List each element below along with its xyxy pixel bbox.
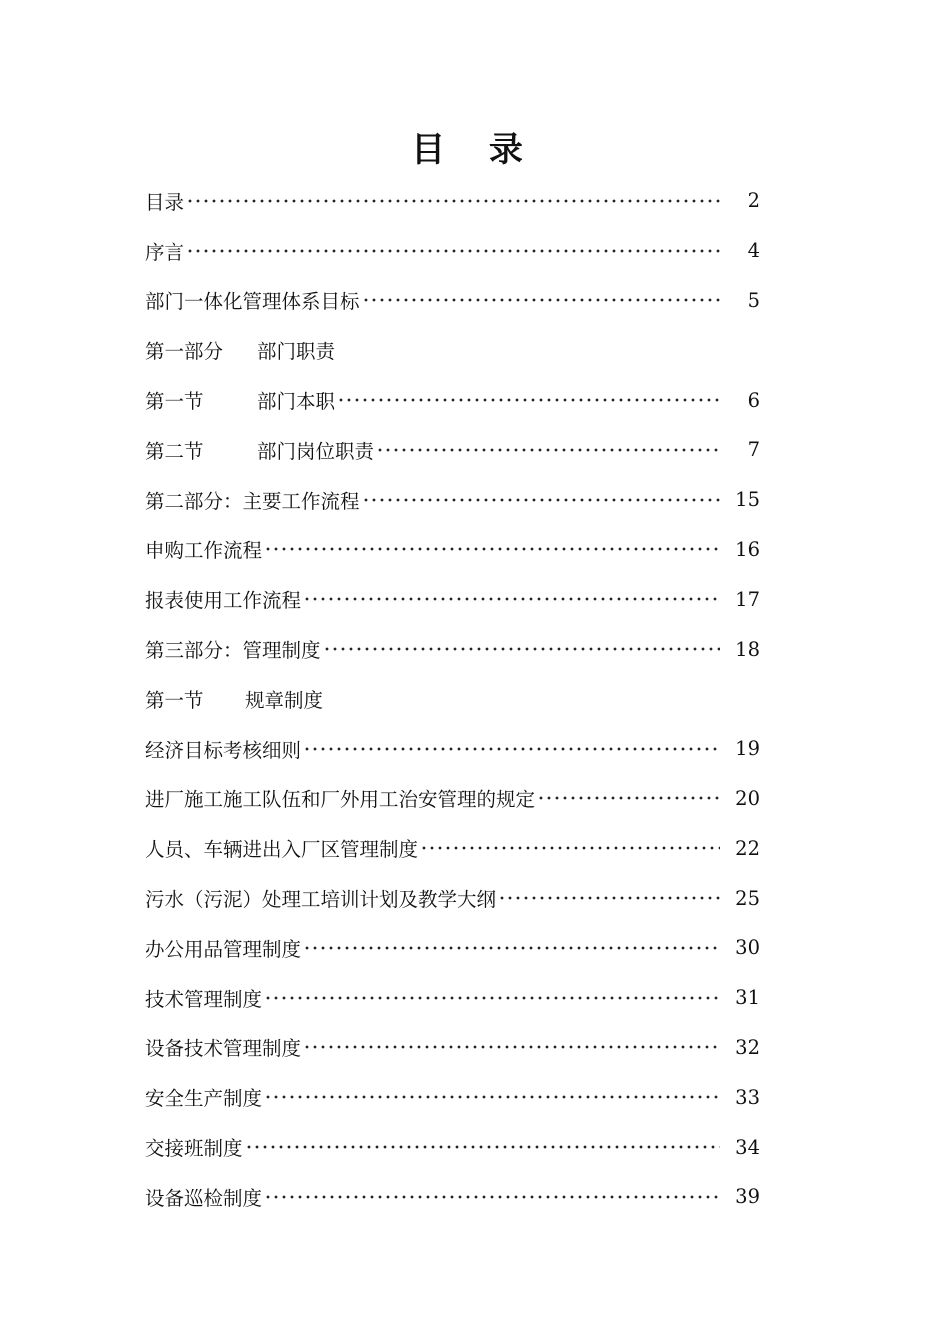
toc-page-number: 30: [735, 936, 760, 960]
toc-entry[interactable]: [145, 226, 760, 276]
toc-entry-label: 设备技术管理制度: [145, 1037, 302, 1061]
toc-leader-dots: [264, 1085, 720, 1109]
toc-entry[interactable]: [145, 475, 760, 525]
page-title: 目 录: [411, 130, 539, 170]
toc-entry-label: 交接班制度: [145, 1137, 243, 1161]
toc-entry[interactable]: [145, 724, 760, 774]
toc-entry[interactable]: [145, 774, 760, 824]
toc-leader-dots: [362, 488, 720, 512]
toc-page-number: 5: [747, 288, 760, 312]
toc-entry[interactable]: [145, 873, 760, 923]
toc-entry[interactable]: [145, 1072, 760, 1122]
toc-entry-label: 污水（污泥）处理工培训计划及教学大纲: [145, 888, 497, 912]
toc-entry-label: 报表使用工作流程: [145, 589, 302, 613]
toc-page-number: 17: [735, 587, 760, 611]
table-of-contents: [145, 176, 760, 1222]
toc-leader-dots: [303, 587, 720, 611]
toc-entry[interactable]: [145, 1023, 760, 1073]
toc-entry-prefix: 第一节: [145, 688, 204, 712]
toc-entry[interactable]: [145, 375, 760, 425]
toc-entry-label: 部门岗位职责: [257, 439, 375, 463]
toc-page-number: 19: [735, 737, 760, 761]
toc-page-number: 31: [735, 986, 760, 1010]
toc-page-number: 4: [747, 239, 760, 263]
toc-entry-label: 部门本职: [257, 390, 336, 414]
toc-leader-dots: [264, 1185, 720, 1209]
toc-page-number: 6: [747, 388, 760, 412]
toc-leader-dots: [303, 737, 720, 761]
toc-page-number: 2: [747, 189, 760, 213]
toc-entry[interactable]: [145, 1172, 760, 1222]
toc-leader-dots: [245, 1135, 720, 1159]
toc-leader-dots: [186, 189, 720, 213]
toc-page-number: 39: [735, 1185, 760, 1209]
toc-leader-dots: [420, 836, 720, 860]
toc-page-number: 20: [735, 786, 760, 810]
toc-entry-label: 序言: [145, 240, 185, 264]
toc-entry-prefix: 第一节: [145, 390, 204, 414]
toc-leader-dots: [376, 438, 720, 462]
toc-entry[interactable]: [145, 973, 760, 1023]
toc-entry-label: 人员、车辆进出入厂区管理制度: [145, 838, 419, 862]
toc-leader-dots: [264, 537, 720, 561]
toc-entry-label: 第二部分：主要工作流程: [145, 489, 360, 513]
toc-entry-label: 部门一体化管理体系目标: [145, 290, 360, 314]
toc-page-number: 16: [735, 537, 760, 561]
toc-entry[interactable]: [145, 176, 760, 226]
toc-entry-label: 经济目标考核细则: [145, 738, 302, 762]
toc-entry[interactable]: [145, 276, 760, 326]
toc-page-number: 25: [735, 886, 760, 910]
toc-page-number: 32: [735, 1035, 760, 1059]
toc-entry[interactable]: [145, 525, 760, 575]
toc-entry-label: 规章制度: [245, 688, 324, 712]
toc-entry[interactable]: [145, 923, 760, 973]
toc-page-number: 7: [747, 438, 760, 462]
toc-leader-dots: [303, 1035, 720, 1059]
toc-leader-dots: [323, 637, 720, 661]
toc-page-number: 22: [735, 836, 760, 860]
toc-entry-prefix: 第二节: [145, 439, 204, 463]
toc-entry[interactable]: [145, 674, 760, 724]
toc-entry[interactable]: [145, 574, 760, 624]
toc-page-number: 33: [735, 1085, 760, 1109]
toc-entry-label: 办公用品管理制度: [145, 937, 302, 961]
toc-entry-label: 目录: [145, 190, 185, 214]
toc-leader-dots: [264, 986, 720, 1010]
toc-leader-dots: [303, 936, 720, 960]
toc-leader-dots: [362, 288, 720, 312]
toc-entry-label: 设备巡检制度: [145, 1186, 263, 1210]
toc-page-number: 18: [735, 637, 760, 661]
toc-entry[interactable]: [145, 823, 760, 873]
toc-entry-label: 第三部分：管理制度: [145, 639, 321, 663]
toc-leader-dots: [186, 239, 720, 263]
toc-entry-label: 部门职责: [257, 340, 336, 364]
toc-leader-dots: [498, 886, 720, 910]
toc-page-number: 34: [735, 1135, 760, 1159]
toc-leader-dots: [537, 786, 720, 810]
toc-page-number: 15: [735, 488, 760, 512]
toc-entry[interactable]: [145, 1122, 760, 1172]
toc-entry-label: 安全生产制度: [145, 1087, 263, 1111]
toc-entry-prefix: 第一部分: [145, 340, 224, 364]
toc-entry-label: 进厂施工施工队伍和厂外用工治安管理的规定: [145, 788, 536, 812]
toc-entry-label: 技术管理制度: [145, 987, 263, 1011]
toc-entry[interactable]: [145, 425, 760, 475]
toc-entry[interactable]: [145, 325, 760, 375]
toc-leader-dots: [337, 388, 720, 412]
toc-entry-label: 申购工作流程: [145, 539, 263, 563]
toc-entry[interactable]: [145, 624, 760, 674]
